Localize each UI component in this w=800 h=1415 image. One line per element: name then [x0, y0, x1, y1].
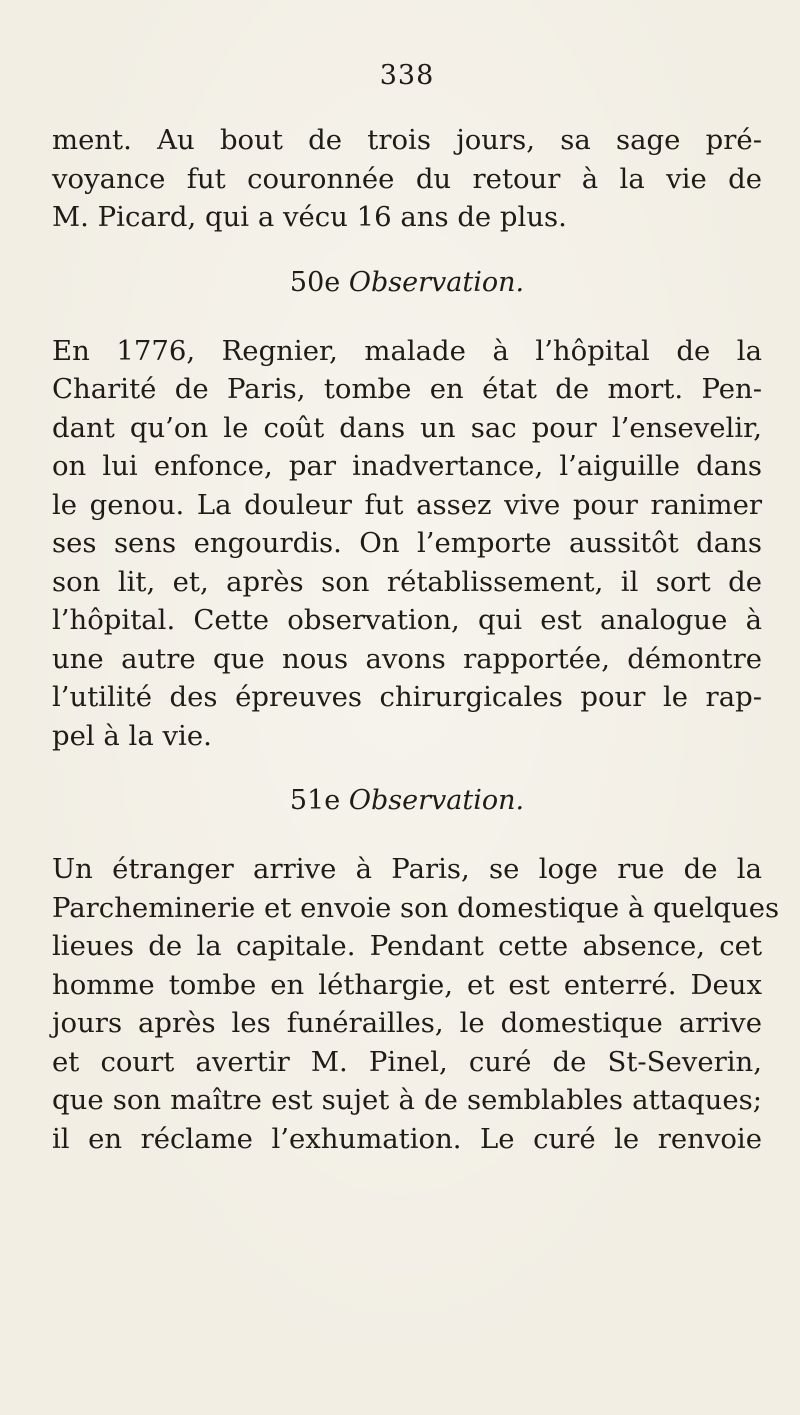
text-line: le genou. La douleur fut assez vive pour ranimer [52, 488, 762, 521]
text-line: M. Picard, qui a vécu 16 ans de plus. [52, 201, 567, 233]
heading-number: 51e [289, 785, 341, 816]
text-line: l’hôpital. Cette observation, qui est analogue à [52, 604, 762, 636]
text-line: ment. Au bout de trois jours, sa sage pré- [52, 124, 762, 156]
text-line: et court avertir M. Pinel, curé de St-Severin, [52, 1045, 762, 1078]
text-line: Parcheminerie et envoie son domestique à quelques [52, 891, 780, 924]
section-heading-50 [52, 267, 762, 298]
text-line: voyance fut couronnée du retour à la vie de [52, 162, 762, 195]
text-line: ses sens engourdis. On l’emporte aussitôt dans [52, 527, 762, 559]
paragraph-3 [52, 850, 780, 1158]
heading-number: 50e [289, 266, 341, 298]
text-line: lieues de la capitale. Pendant cette absence, cet [52, 930, 762, 962]
text-line: Charité de Paris, tombe en état de mort. Pen- [52, 373, 762, 405]
section-heading-51 [52, 785, 762, 816]
heading-title: Observation. [348, 266, 525, 298]
text-line: il en réclame l’exhumation. Le curé le renvoie [52, 1122, 762, 1155]
text-line: que son maître est sujet à de semblables attaques; [52, 1084, 762, 1116]
text-line: pel à la vie. [52, 719, 212, 752]
text-line: Un étranger arrive à Paris, se loge rue de la [52, 853, 762, 885]
heading-title: Observation. [348, 785, 525, 816]
text-line: une autre que nous avons rapportée, démontre [52, 642, 762, 675]
text-line: homme tombe en léthargie, et est enterré. Deux [52, 968, 762, 1001]
text-line: En 1776, Regnier, malade à l’hôpital de la [52, 334, 762, 367]
paragraph-1 [52, 121, 762, 237]
text-line: on lui enfonce, par inadvertance, l’aiguille dans [52, 450, 762, 482]
text-line: dant qu’on le coût dans un sac pour l’ensevelir, [52, 411, 762, 444]
text-line: l’utilité des épreuves chirurgicales pour le rap- [52, 681, 762, 713]
paragraph-2 [52, 332, 762, 756]
page-number: 338 [379, 60, 435, 91]
text-line: son lit, et, après son rétablissement, il sort de [52, 565, 762, 598]
text-line: jours après les funérailles, le domestique arrive [52, 1007, 762, 1039]
